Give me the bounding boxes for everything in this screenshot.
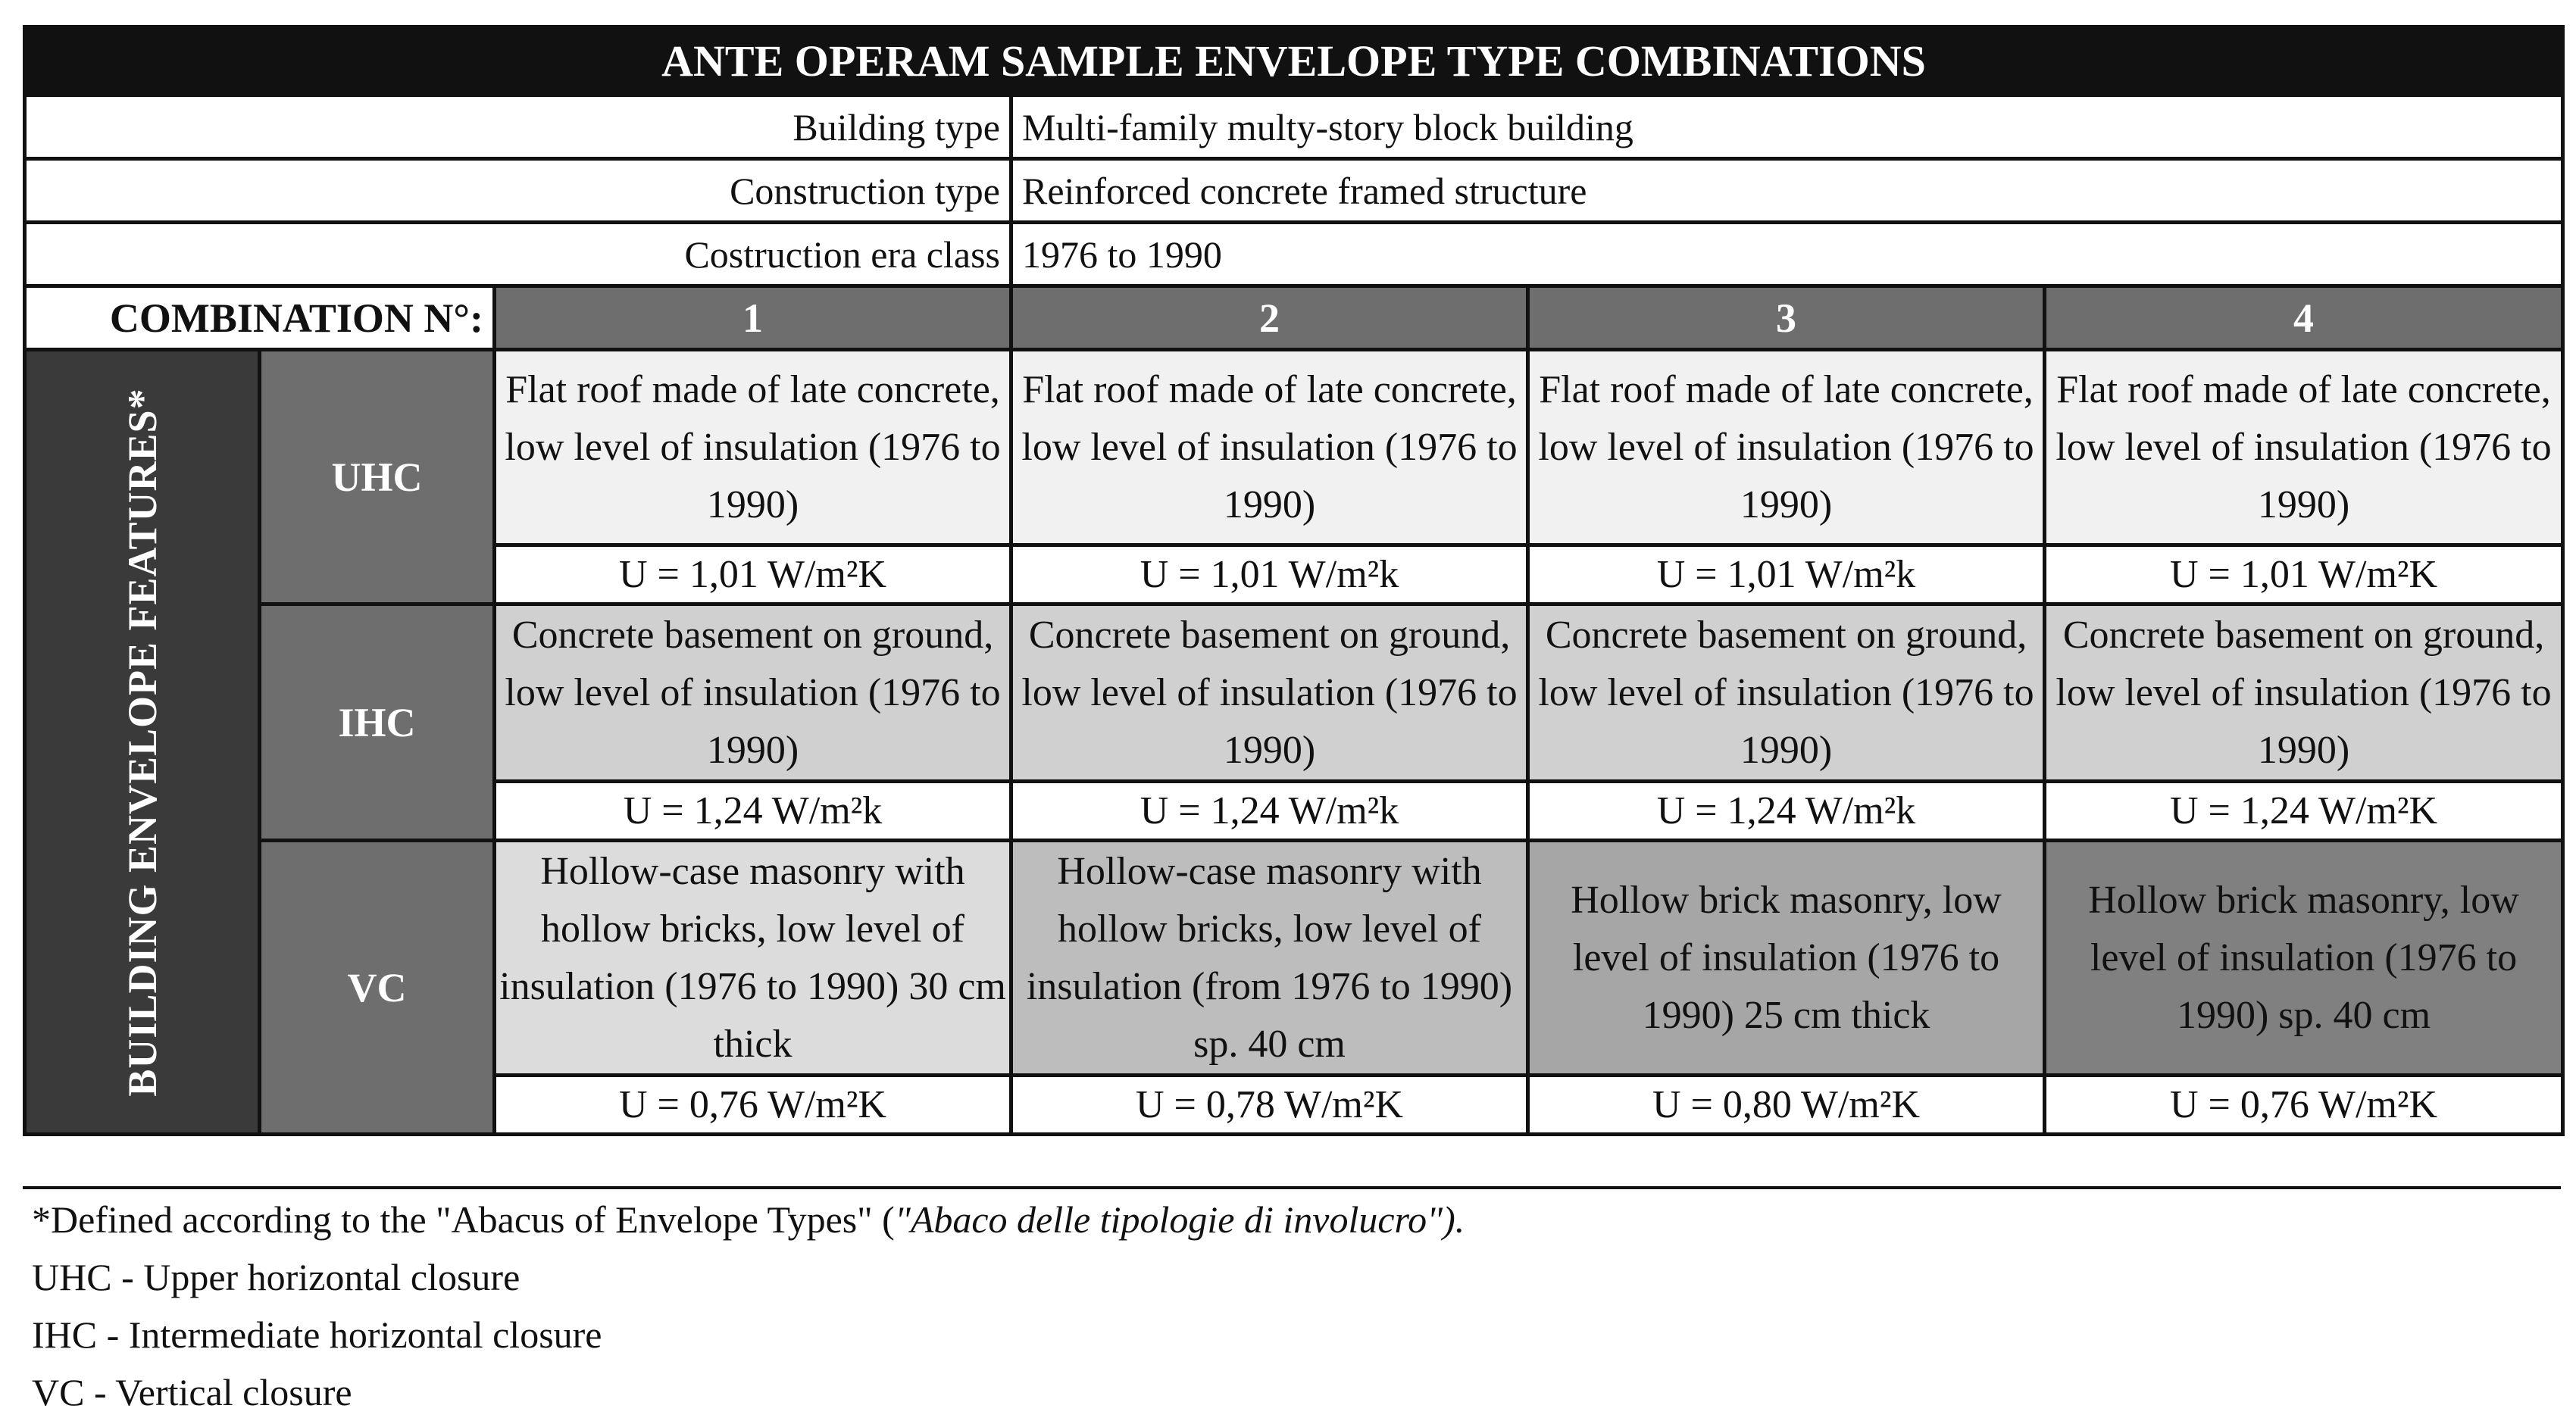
info-value: Multi-family multy-story block building [1011, 95, 2563, 159]
combination-label: COMBINATION N°: [25, 286, 495, 350]
table-title: ANTE OPERAM SAMPLE ENVELOPE TYPE COMBINATIONS [25, 27, 2563, 95]
description-cell: Hollow-case masonry with hollow bricks, low level of insulation (1976 to 1990) 30 cm thick [495, 841, 1011, 1076]
description-cell: Flat roof made of late concrete, low level of insulation (1976 to 1990) [495, 350, 1011, 545]
u-value-cell: U = 1,01 W/m²k [1528, 545, 2045, 604]
info-label: Costruction era class [25, 223, 1011, 286]
description-cell: Concrete basement on ground, low level of insulation (1976 to 1990) [1528, 604, 2045, 782]
description-cell: Concrete basement on ground, low level of insulation (1976 to 1990) [495, 604, 1011, 782]
u-value-cell: U = 0,80 W/m²K [1528, 1076, 2045, 1135]
combination-header-row [25, 286, 2563, 350]
info-label: Building type [25, 95, 1011, 159]
category-ihc: IHC [260, 604, 495, 841]
description-cell: Concrete basement on ground, low level of insulation (1976 to 1990) [1011, 604, 1528, 782]
legend-item: IHC - Intermediate horizontal closure [32, 1313, 602, 1356]
info-label: Construction type [25, 159, 1011, 223]
u-value-cell: U = 1,24 W/m²k [1528, 782, 2045, 841]
u-value-cell: U = 0,76 W/m²K [495, 1076, 1011, 1135]
category-vc: VC [260, 841, 495, 1135]
combination-number: 4 [2045, 286, 2563, 350]
footer-divider [23, 1186, 2561, 1189]
info-value: 1976 to 1990 [1011, 223, 2563, 286]
u-value-cell: U = 1,24 W/m²k [1011, 782, 1528, 841]
u-value-cell: U = 0,76 W/m²K [2045, 1076, 2563, 1135]
footnote-text: *Defined according to the "Abacus of Envelope Types" ( [32, 1198, 895, 1241]
info-row-era-class [25, 223, 2563, 286]
u-value-cell: U = 1,24 W/m²k [495, 782, 1011, 841]
u-value-cell: U = 1,24 W/m²K [2045, 782, 2563, 841]
envelope-combinations-table [23, 25, 2565, 1136]
info-value: Reinforced concrete framed structure [1011, 159, 2563, 223]
description-cell: Hollow brick masonry, low level of insulation (1976 to 1990) 25 cm thick [1528, 841, 2045, 1076]
footnote-italic: "Abaco delle tipologie di involucro"). [894, 1198, 1465, 1241]
description-cell: Concrete basement on ground, low level of insulation (1976 to 1990) [2045, 604, 2563, 782]
description-cell: Flat roof made of late concrete, low level of insulation (1976 to 1990) [2045, 350, 2563, 545]
notes-section [32, 1191, 1465, 1421]
description-cell: Hollow-case masonry with hollow bricks, low level of insulation (from 1976 to 1990) sp. 40 cm [1011, 841, 1528, 1076]
info-row-building-type [25, 95, 2563, 159]
building-envelope-features-label [25, 350, 260, 1135]
u-value-cell: U = 1,01 W/m²K [495, 545, 1011, 604]
combination-number: 3 [1528, 286, 2045, 350]
u-value-cell: U = 1,01 W/m²k [1011, 545, 1528, 604]
legend-item: UHC - Upper horizontal closure [32, 1256, 521, 1298]
description-cell: Hollow brick masonry, low level of insulation (1976 to 1990) sp. 40 cm [2045, 841, 2563, 1076]
description-cell: Flat roof made of late concrete, low level of insulation (1976 to 1990) [1011, 350, 1528, 545]
description-cell: Flat roof made of late concrete, low level of insulation (1976 to 1990) [1528, 350, 2045, 545]
legend-item: VC - Vertical closure [32, 1371, 352, 1413]
u-value-cell: U = 0,78 W/m²K [1011, 1076, 1528, 1135]
combination-number: 2 [1011, 286, 1528, 350]
u-value-cell: U = 1,01 W/m²K [2045, 545, 2563, 604]
footnote [32, 1191, 1465, 1248]
category-uhc: UHC [260, 350, 495, 604]
ihc-description-row [25, 604, 2563, 782]
uhc-description-row [25, 350, 2563, 545]
combination-number: 1 [495, 286, 1011, 350]
vc-description-row [25, 841, 2563, 1076]
info-row-construction-type [25, 159, 2563, 223]
side-label-text: BUILDING ENVELOPE FEATURES* [119, 387, 165, 1097]
